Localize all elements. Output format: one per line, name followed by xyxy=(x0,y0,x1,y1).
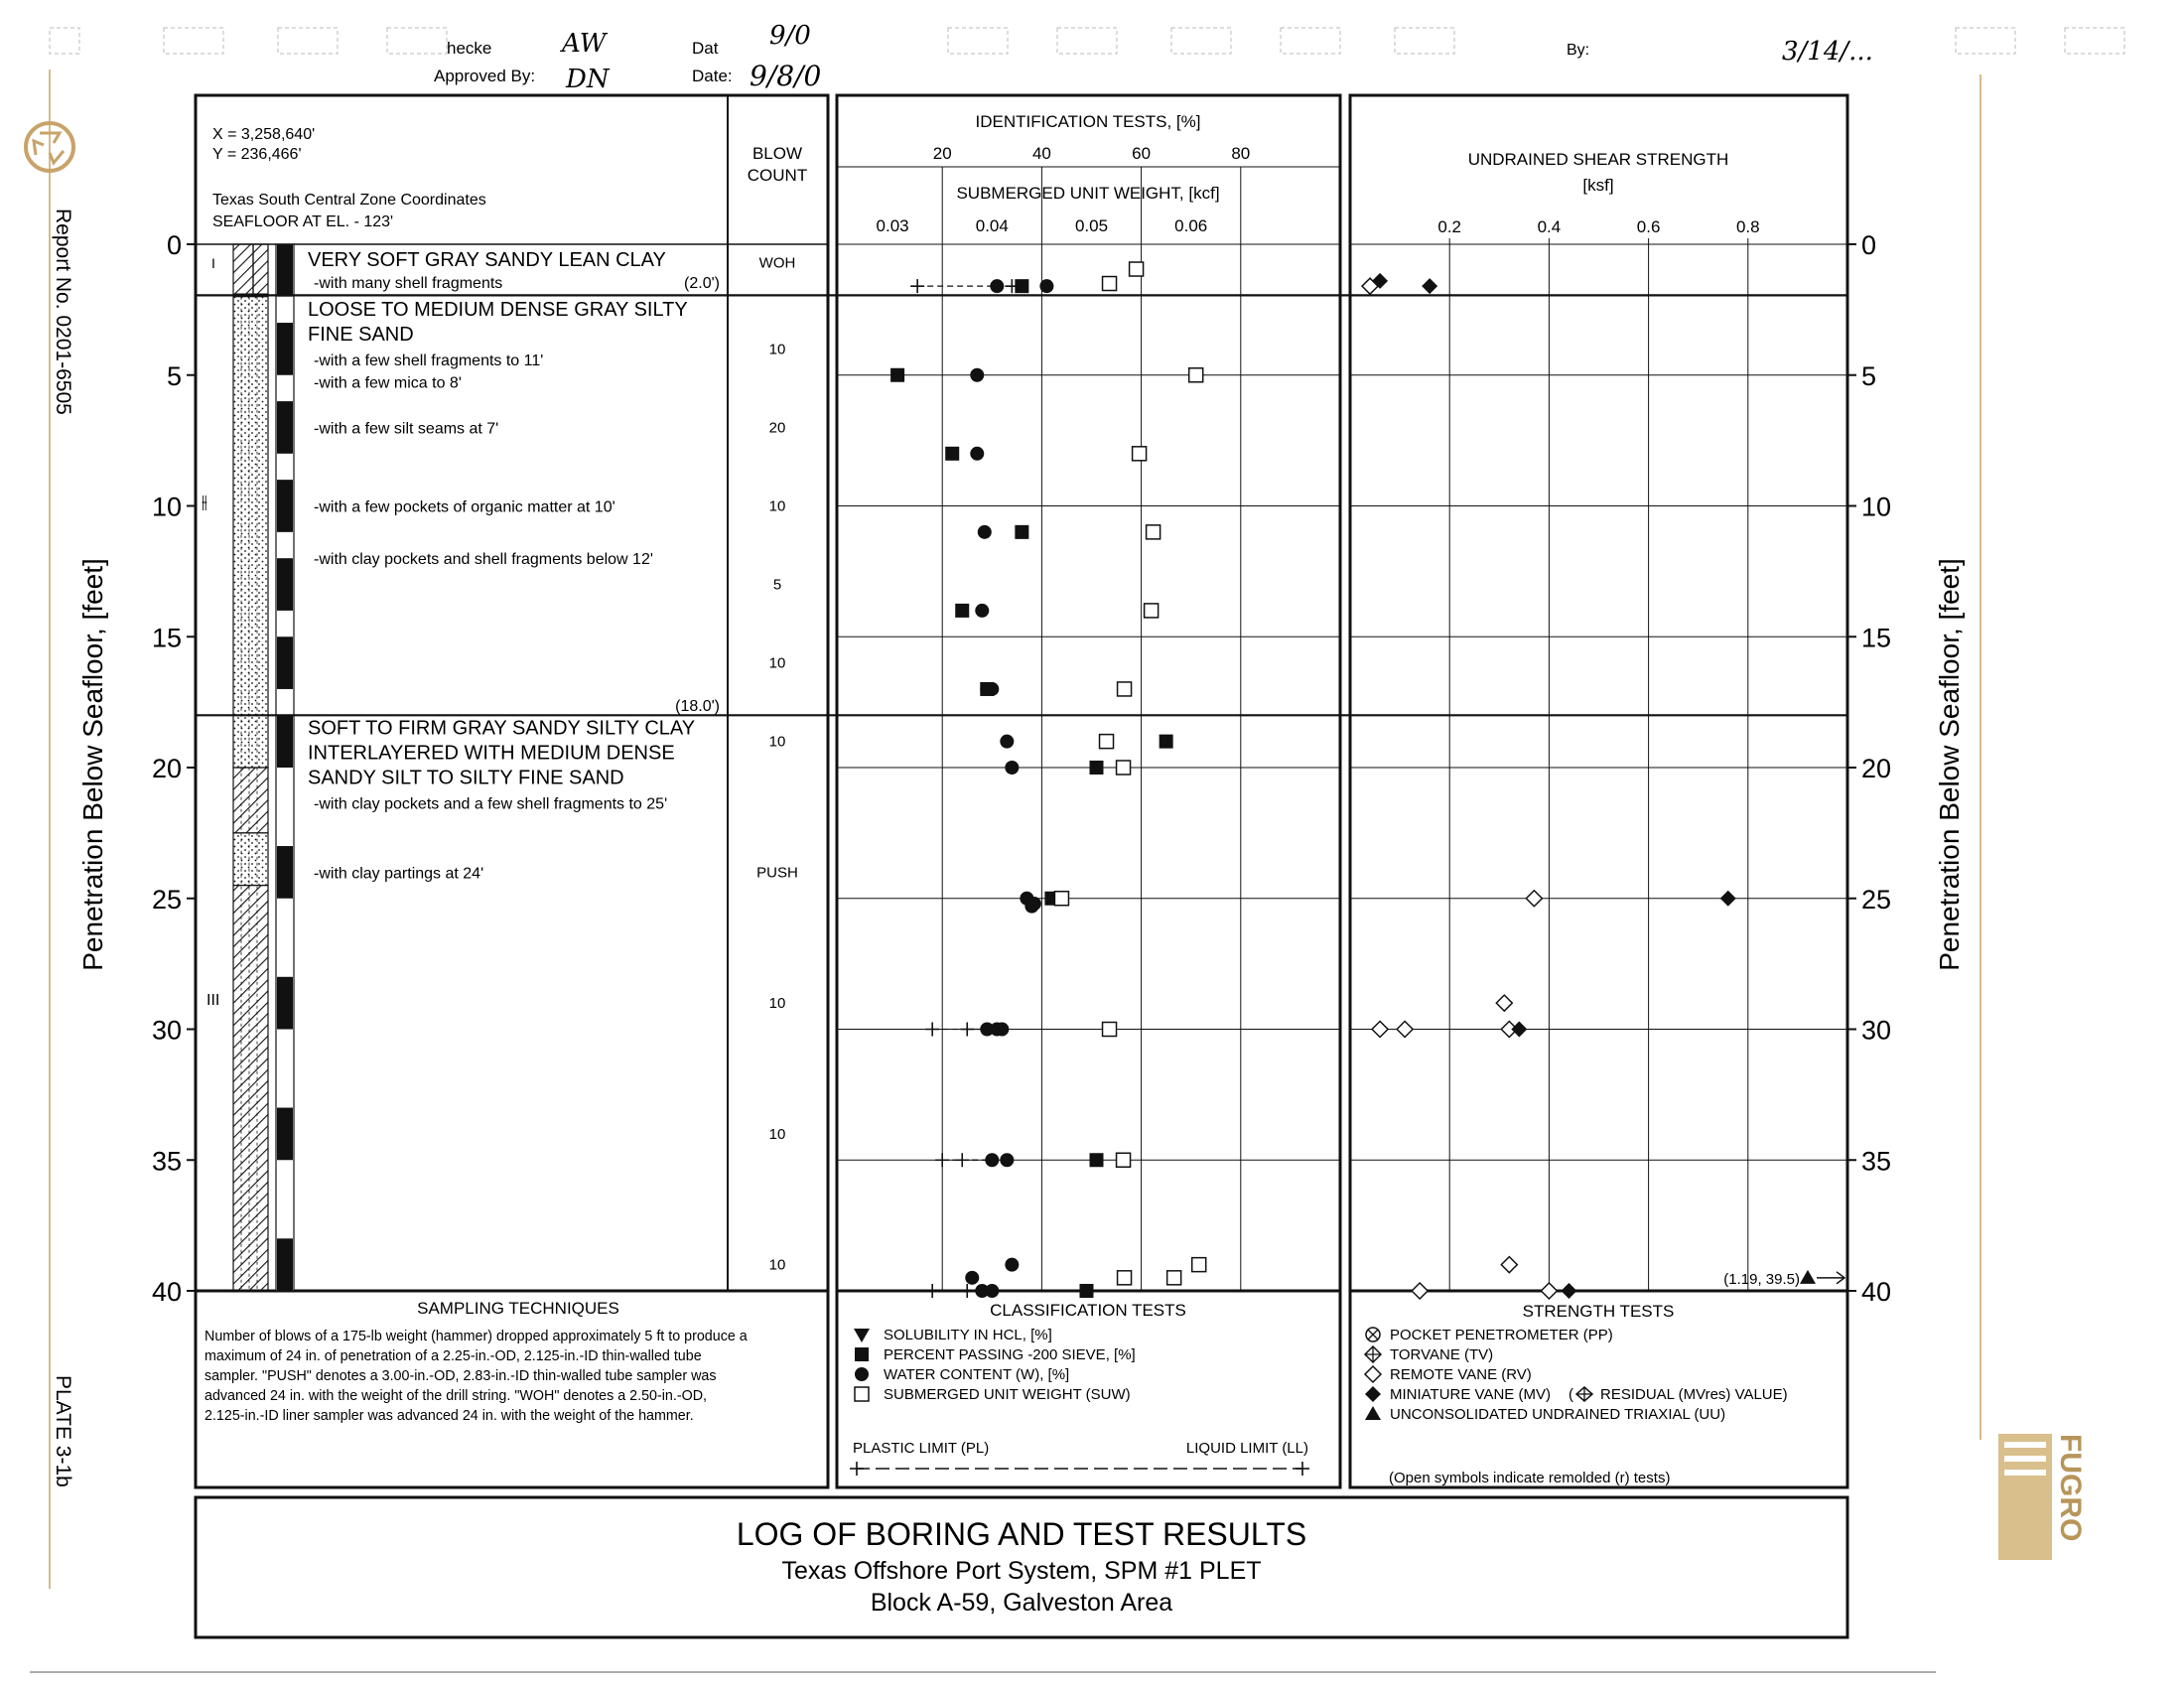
id-data-point xyxy=(1117,761,1131,775)
depth-axis-left xyxy=(152,230,196,1307)
coord-y: Y = 236,466' xyxy=(212,146,302,163)
sand-pattern xyxy=(233,297,268,716)
sampling-line: Number of blows of a 175-lb weight (hammer) dropped approximately 5 ft to produce a xyxy=(205,1329,748,1344)
clay-hatch xyxy=(253,244,268,294)
id-pct-tick: 40 xyxy=(1031,144,1051,163)
remolded-note: (Open symbols indicate remolded (r) tests) xyxy=(1389,1470,1671,1486)
classification-legend-label: PERCENT PASSING -200 SIEVE, [%] xyxy=(884,1346,1136,1363)
depth-tick-right: 30 xyxy=(1861,1015,1892,1046)
id-data-point xyxy=(1118,682,1132,696)
id-data-point xyxy=(978,525,992,539)
strength-data-point xyxy=(1397,1022,1413,1038)
soil-description-note: -with clay pockets and a few shell fragments to 25' xyxy=(314,795,668,813)
residual-label: RESIDUAL (MVres) VALUE) xyxy=(1600,1386,1788,1403)
soil-descriptions xyxy=(308,249,695,883)
sampling-line: 2.125-in.-ID liner sampler was advanced 24 in. with the weight of the hammer. xyxy=(205,1408,694,1424)
strength-chart xyxy=(1350,217,1847,1299)
strength-legend-label: TORVANE (TV) xyxy=(1390,1346,1494,1363)
strength-data-point-offscale xyxy=(1800,1270,1816,1284)
strength-legend-label: MINIATURE VANE (MV) xyxy=(1390,1386,1551,1403)
id-data-point xyxy=(960,1284,974,1298)
id-data-point xyxy=(935,1153,949,1167)
strength-legend xyxy=(1365,1327,1725,1423)
depth-tick-right: 5 xyxy=(1861,360,1877,391)
depth-tick-left: 40 xyxy=(151,1277,182,1307)
liquid-limit-label: LIQUID LIMIT (LL) xyxy=(1185,1440,1308,1457)
depth-tick-right: 25 xyxy=(1861,884,1892,915)
soil-description-note: -with a few shell fragments to 11' xyxy=(314,352,544,369)
soil-description-note: -with a few mica to 8' xyxy=(314,374,462,392)
depth-tick-left: 0 xyxy=(166,230,182,260)
strength-legend-symbol xyxy=(1365,1366,1381,1382)
coord-zone: Texas South Central Zone Coordinates xyxy=(212,192,486,209)
by-label: By: xyxy=(1567,42,1590,59)
depth-tick-left: 25 xyxy=(151,884,182,915)
id-data-point xyxy=(925,1023,939,1037)
date-label: Date: xyxy=(692,67,733,85)
sample-interval xyxy=(277,480,293,532)
id-pct-tick: 20 xyxy=(932,144,952,163)
sand-pattern xyxy=(233,715,268,768)
blow-count-value: WOH xyxy=(758,254,796,272)
blow-count-value: 5 xyxy=(772,576,782,594)
id-data-point xyxy=(910,279,924,293)
sample-interval xyxy=(277,558,293,611)
blow-count-title-2: COUNT xyxy=(747,166,808,185)
id-data-point xyxy=(1039,279,1053,293)
logo-text: FUGRO xyxy=(2054,1434,2087,1542)
layer-depth-label: (18.0') xyxy=(675,697,720,715)
soil-description-main: LOOSE TO MEDIUM DENSE GRAY SILTY xyxy=(308,298,688,321)
id-data-point xyxy=(1130,262,1144,276)
sample-interval xyxy=(277,1108,293,1161)
strength-legend-label: POCKET PENETROMETER (PP) xyxy=(1390,1327,1613,1343)
date-value: 9/8/0 xyxy=(750,60,822,92)
plate-number: PLATE 3-1b xyxy=(52,1375,74,1487)
depth-tick-left: 30 xyxy=(151,1015,182,1046)
id-data-point xyxy=(945,447,959,461)
identification-chart xyxy=(837,144,1340,1298)
id-data-point xyxy=(1005,1258,1019,1272)
strength-data-point xyxy=(1511,1022,1527,1038)
svg-text:(: ( xyxy=(1569,1386,1573,1403)
date-value-top: 9/0 xyxy=(769,21,811,51)
checked-label: hecke xyxy=(447,39,492,58)
classification-legend-symbol xyxy=(854,1329,870,1342)
strength-data-point xyxy=(1422,278,1437,294)
clay-hatch xyxy=(233,768,268,833)
id-data-point xyxy=(995,1023,1009,1037)
id-suw-tick: 0.05 xyxy=(1074,216,1109,235)
by-value: 3/14/... xyxy=(1782,37,1873,67)
approved-initials: DN xyxy=(566,65,610,94)
soil-description-note: -with a few pockets of organic matter at 10' xyxy=(314,498,615,516)
sample-interval xyxy=(277,715,293,768)
classification-legend-label: SUBMERGED UNIT WEIGHT (SUW) xyxy=(884,1386,1131,1403)
id-data-point xyxy=(1133,447,1147,461)
classification-legend-symbol xyxy=(855,1347,869,1361)
id-data-point xyxy=(1000,1153,1014,1167)
sample-interval xyxy=(277,401,293,454)
clay-hatch xyxy=(233,244,253,294)
id-data-point xyxy=(1005,761,1019,775)
stratum-label-i: I xyxy=(211,255,215,271)
soil-description-note: -with many shell fragments xyxy=(314,275,503,293)
sample-interval xyxy=(277,244,293,297)
sample-interval xyxy=(277,846,293,899)
id-data-point xyxy=(970,368,984,382)
approved-label: Approved By: xyxy=(434,67,536,85)
strength-legend-label: REMOTE VANE (RV) xyxy=(1390,1366,1532,1383)
project-location: Block A-59, Galveston Area xyxy=(870,1589,1173,1617)
id-data-point xyxy=(955,1153,969,1167)
fugro-logo xyxy=(1998,1434,2087,1560)
report-title: LOG OF BORING AND TEST RESULTS xyxy=(736,1516,1307,1552)
soil-description-note: -with a few silt seams at 7' xyxy=(314,420,499,438)
depth-tick-right: 40 xyxy=(1861,1277,1892,1307)
id-data-point xyxy=(1090,761,1104,775)
classification-title: CLASSIFICATION TESTS xyxy=(990,1301,1186,1320)
strength-data-point xyxy=(1412,1283,1428,1299)
blow-count-value: 10 xyxy=(768,1125,786,1143)
strength-data-point xyxy=(1501,1257,1517,1273)
stratum-label-iii: III xyxy=(206,992,220,1009)
id-data-point xyxy=(1167,1271,1181,1285)
axis-title-right: Penetration Below Seafloor, [feet] xyxy=(1934,558,1965,971)
sample-interval xyxy=(277,977,293,1030)
depth-tick-left: 10 xyxy=(151,492,182,522)
id-data-point xyxy=(1079,1284,1093,1298)
strength-tick: 0.6 xyxy=(1636,217,1661,236)
left-margin xyxy=(26,70,74,1589)
identification-panel xyxy=(837,95,1340,1487)
id-data-point xyxy=(1100,735,1114,749)
date-label-top: Dat xyxy=(692,39,719,58)
strength-legend-symbol xyxy=(1365,1346,1381,1362)
strength-tests-title: STRENGTH TESTS xyxy=(1522,1302,1675,1321)
strength-tick: 0.4 xyxy=(1537,217,1562,236)
strength-data-point xyxy=(1720,891,1736,907)
id-suw-tick: 0.06 xyxy=(1174,216,1208,235)
id-data-point xyxy=(985,682,999,696)
strength-data-point xyxy=(1541,1283,1557,1299)
id-data-point xyxy=(1145,604,1159,618)
depth-tick-right: 10 xyxy=(1861,492,1892,522)
sampling-description xyxy=(205,1329,748,1424)
suw-axis-title: SUBMERGED UNIT WEIGHT, [kcf] xyxy=(956,184,1220,203)
offscale-annotation: (1.19, 39.5) xyxy=(1723,1270,1800,1288)
id-data-point xyxy=(1147,525,1160,539)
boring-panel xyxy=(196,95,1847,1487)
id-data-point xyxy=(1117,1153,1131,1167)
classification-legend xyxy=(854,1327,1136,1403)
id-tests-title: IDENTIFICATION TESTS, [%] xyxy=(975,112,1201,131)
id-data-point xyxy=(1000,735,1014,749)
sample-interval xyxy=(277,1238,293,1291)
depth-tick-right: 35 xyxy=(1861,1146,1892,1177)
plastic-limit-label: PLASTIC LIMIT (PL) xyxy=(853,1440,990,1457)
strength-unit: [ksf] xyxy=(1582,176,1614,195)
id-data-point xyxy=(1015,525,1028,539)
id-data-point xyxy=(1160,735,1173,749)
id-data-point xyxy=(1118,1271,1132,1285)
id-pct-tick: 60 xyxy=(1132,144,1152,163)
blow-count-value: 10 xyxy=(768,497,786,515)
blow-counts xyxy=(756,254,798,1273)
strength-data-point xyxy=(1372,1022,1388,1038)
checked-initials: AW xyxy=(562,29,607,59)
strength-legend-symbol xyxy=(1365,1406,1381,1420)
soil-description-main: INTERLAYERED WITH MEDIUM DENSE xyxy=(308,742,675,765)
sample-interval xyxy=(277,323,293,375)
classification-legend-symbol xyxy=(855,1387,869,1401)
axis-title-left: Penetration Below Seafloor, [feet] xyxy=(77,558,108,971)
offscale-arrow xyxy=(1817,1272,1844,1284)
strength-legend-symbol xyxy=(1366,1328,1380,1341)
id-data-point xyxy=(965,1271,979,1285)
coord-x: X = 3,258,640' xyxy=(212,126,316,143)
blow-count-value: 10 xyxy=(768,654,786,672)
strength-legend-symbol xyxy=(1365,1386,1381,1402)
project-name: Texas Offshore Port System, SPM #1 PLET xyxy=(781,1557,1262,1585)
soil-description-main: SANDY SILT TO SILTY FINE SAND xyxy=(308,767,624,789)
soil-description-main: FINE SAND xyxy=(308,323,414,346)
id-data-point xyxy=(1054,892,1068,906)
depth-tick-left: 15 xyxy=(151,623,182,653)
sand-pattern xyxy=(233,833,268,886)
strength-data-point xyxy=(1561,1283,1576,1299)
id-pct-tick: 80 xyxy=(1231,144,1251,163)
report-number: Report No. 0201-6505 xyxy=(52,209,74,415)
layer-boundaries xyxy=(196,275,1847,715)
id-data-point xyxy=(985,1153,999,1167)
blow-count-value: 20 xyxy=(768,419,786,437)
id-data-point xyxy=(1103,277,1117,291)
id-data-point xyxy=(1027,897,1041,911)
id-data-point xyxy=(890,368,904,382)
id-suw-tick: 0.03 xyxy=(876,216,909,235)
classification-legend-symbol xyxy=(855,1367,869,1381)
id-data-point xyxy=(970,447,984,461)
id-data-point xyxy=(925,1284,939,1298)
seafloor-elevation: SEAFLOOR AT EL. - 123' xyxy=(212,213,394,230)
residual-symbol-icon xyxy=(1569,1386,1592,1403)
boring-column xyxy=(233,244,294,1291)
id-data-point xyxy=(1192,1258,1206,1272)
strength-panel xyxy=(1350,95,1847,1487)
id-data-point xyxy=(975,604,989,618)
blow-count-value: 10 xyxy=(768,341,786,358)
soil-description-main: VERY SOFT GRAY SANDY LEAN CLAY xyxy=(308,248,666,271)
sampling-line: sampler. "PUSH" denotes a 3.00-in.-OD, 2.83-in.-ID thin-walled tube sampler was xyxy=(205,1368,717,1384)
strength-data-point xyxy=(1496,995,1512,1011)
sampling-line: maximum of 24 in. of penetration of a 2.25-in.-OD, 2.125-in.-ID thin-walled tube xyxy=(205,1348,702,1364)
soil-description-main: SOFT TO FIRM GRAY SANDY SILTY CLAY xyxy=(308,717,696,740)
header-strip xyxy=(50,21,2124,94)
strength-data-point xyxy=(1526,891,1542,907)
id-data-point xyxy=(1090,1153,1104,1167)
soil-description-note: -with clay partings at 24' xyxy=(314,865,484,883)
depth-tick-left: 5 xyxy=(166,360,182,391)
pl-ll-range-icon xyxy=(850,1462,1309,1476)
blow-count-value: 10 xyxy=(768,995,786,1013)
depth-tick-right: 0 xyxy=(1861,230,1877,260)
depth-tick-right: 20 xyxy=(1861,754,1892,783)
sampling-title: SAMPLING TECHNIQUES xyxy=(417,1299,619,1318)
strength-tick: 0.2 xyxy=(1437,217,1462,236)
hash-mark: ⫲ xyxy=(202,492,207,511)
sampling-line: advanced 24 in. with the weight of the drill string. "WOH" denotes a 2.50-in.-OD, xyxy=(205,1388,708,1404)
sample-interval xyxy=(277,636,293,689)
id-suw-tick: 0.04 xyxy=(975,216,1009,235)
layer-depth-label: (2.0') xyxy=(684,275,720,293)
classification-legend-label: WATER CONTENT (W), [%] xyxy=(884,1366,1070,1383)
blow-count-value: 10 xyxy=(768,1256,786,1274)
blow-count-value: PUSH xyxy=(756,864,798,882)
strength-tick: 0.8 xyxy=(1735,217,1760,236)
depth-axis-right xyxy=(1847,230,1891,1307)
blow-count-title-1: BLOW xyxy=(751,144,803,163)
depth-tick-left: 35 xyxy=(151,1146,182,1177)
depth-tick-right: 15 xyxy=(1861,623,1892,653)
strength-legend-label: UNCONSOLIDATED UNDRAINED TRIAXIAL (UU) xyxy=(1390,1406,1726,1423)
id-data-point xyxy=(1189,368,1203,382)
title-block xyxy=(196,1497,1847,1637)
id-data-point xyxy=(1103,1023,1117,1037)
classification-legend-label: SOLUBILITY IN HCL, [%] xyxy=(884,1327,1052,1343)
depth-tick-left: 20 xyxy=(151,754,182,783)
clay-hatch xyxy=(233,886,268,1291)
id-data-point xyxy=(990,279,1004,293)
blow-count-value: 10 xyxy=(768,733,786,751)
id-data-point xyxy=(960,1023,974,1037)
soil-description-note: -with clay pockets and shell fragments below 12' xyxy=(314,551,653,569)
strength-title: UNDRAINED SHEAR STRENGTH xyxy=(1467,150,1729,169)
id-data-point xyxy=(955,604,969,618)
id-data-point xyxy=(985,1284,999,1298)
